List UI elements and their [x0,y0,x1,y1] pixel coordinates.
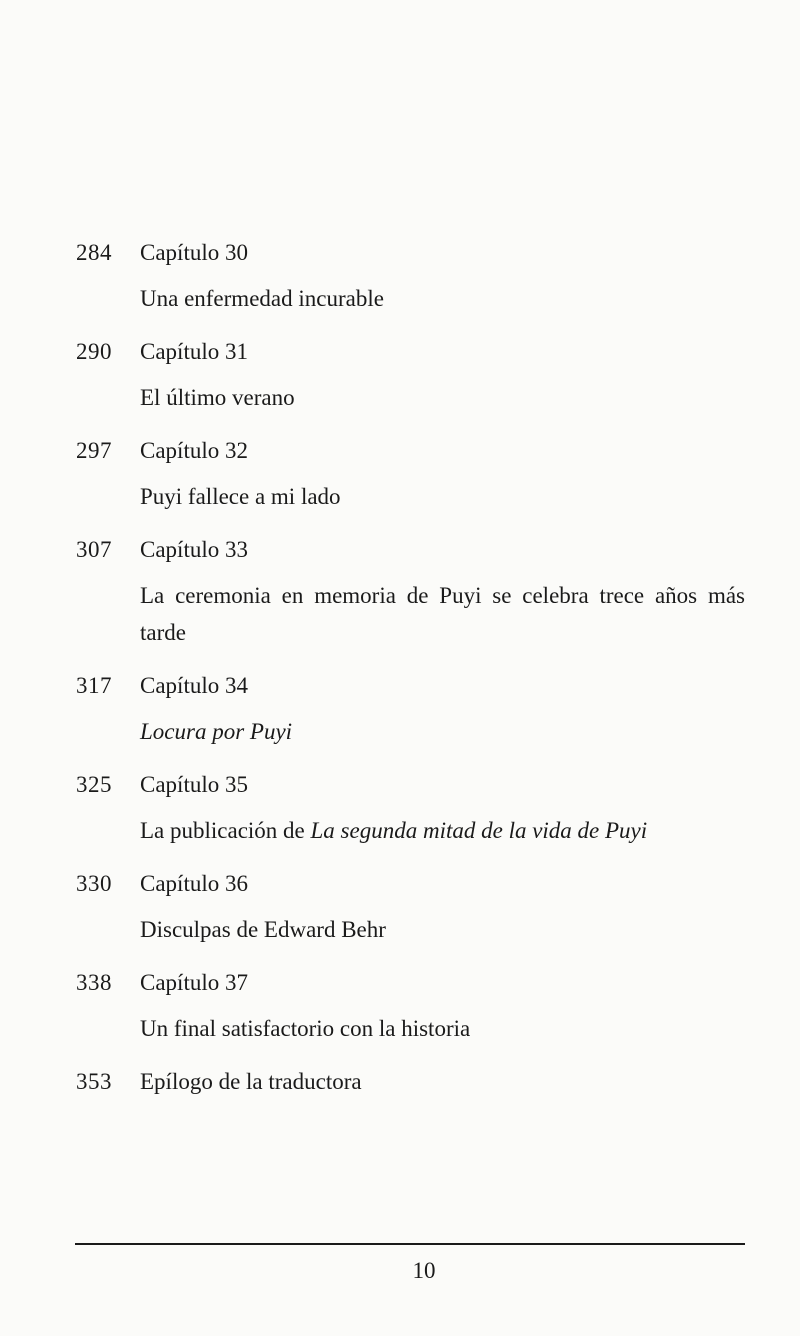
entry-title: El último verano [140,385,295,410]
entry-title: Disculpas de Edward Behr [140,917,386,942]
entry-page-number: 290 [76,339,112,364]
entry-page-number: 353 [76,1069,112,1094]
entry-title: Una enfermedad incurable [140,286,384,311]
entry-page-number: 338 [76,970,112,995]
entry-page-number: 330 [76,871,112,896]
entry-chapter-label: Capítulo 30 [140,240,248,265]
entry-chapter-label: Capítulo 35 [140,772,248,797]
footer-page-number: 10 [412,1258,436,1283]
entry-title: Locura por Puyi [140,719,293,744]
entry-chapter-label: Capítulo 33 [140,537,248,562]
footer-divider [75,1243,745,1245]
entry-title: Un final satisfactorio con la historia [140,1016,471,1041]
entry-title-book: La segunda mitad de la vida de Puyi [310,818,648,843]
entry-chapter-label: Capítulo 31 [140,339,248,364]
entry-page-number: 307 [76,537,112,562]
entry-chapter-label: Capítulo 36 [140,871,248,896]
entry-chapter-label: Capítulo 34 [140,673,248,698]
entry-chapter-label: Capítulo 32 [140,438,248,463]
entry-title [140,812,745,849]
entry-page-number: 284 [76,240,112,265]
entry-title-prefix: La publicación de [140,818,311,843]
entry-title: Puyi fallece a mi lado [140,484,341,509]
entry-chapter-label: Capítulo 37 [140,970,248,995]
entry-chapter-label: Epílogo de la traductora [140,1069,362,1094]
entry-page-number: 317 [76,673,112,698]
entry-title: La ceremonia en memoria de Puyi se celebra trece años más tarde [140,583,745,645]
entry-page-number: 325 [76,772,112,797]
entry-page-number: 297 [76,438,112,463]
